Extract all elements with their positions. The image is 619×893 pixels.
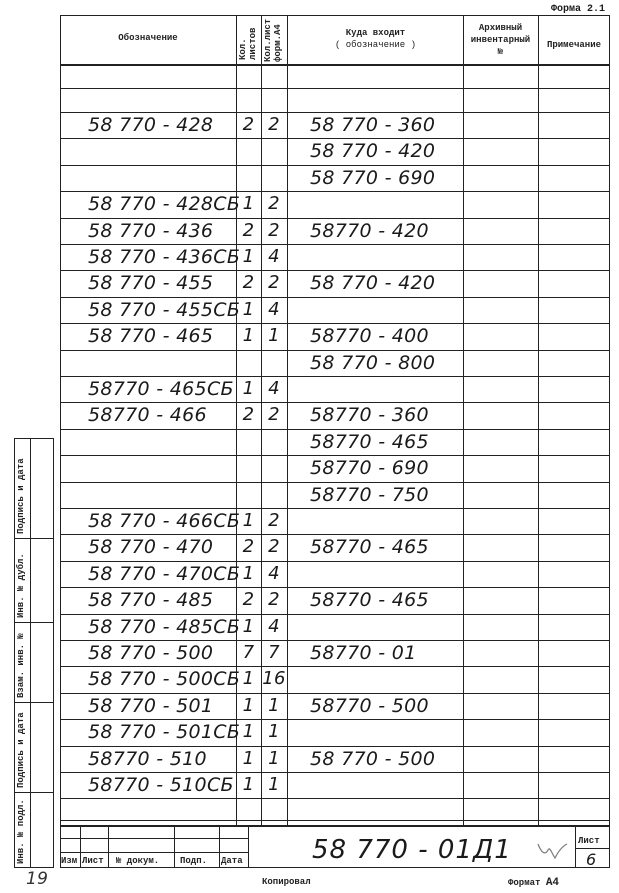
cell-where-used: 58 770 - 360 — [310, 114, 436, 136]
row-line — [60, 614, 610, 615]
cell-where-used: 58770 - 500 — [310, 694, 429, 717]
stamp-sheet-number: 6 — [586, 850, 597, 869]
stamp-doc-no: № докум. — [116, 856, 160, 866]
cell-sheets: 1 — [242, 325, 255, 347]
cell-sheets: 2 — [242, 219, 255, 241]
cell-formats: 4 — [268, 562, 280, 584]
stamp-sep-doc — [174, 825, 175, 868]
cell-formats: 1 — [268, 325, 280, 347]
cell-formats: 1 — [268, 774, 280, 795]
cell-formats: 2 — [268, 219, 280, 241]
row-line — [60, 191, 610, 192]
stamp-sep-list — [108, 825, 109, 868]
header-format-count: Кол.лист форм.А4 — [263, 18, 283, 62]
stamp-sheet-divider — [575, 848, 610, 849]
signature-mark — [535, 838, 571, 864]
row-line — [60, 350, 610, 351]
cell-formats: 4 — [268, 246, 280, 267]
cell-designation: 58 770 - 428СБ — [88, 193, 241, 216]
cell-designation: 58770 - 465СБ — [88, 378, 234, 400]
stamp-sign: Подп. — [180, 856, 208, 866]
stamp-sheet-label: Лист — [578, 836, 600, 846]
cell-where-used: 58770 - 750 — [310, 483, 429, 506]
cell-where-used: 58770 - 420 — [310, 219, 429, 242]
cell-where-used: 58770 - 465 — [310, 536, 429, 559]
row-line — [60, 772, 610, 773]
row-line — [60, 561, 610, 562]
header-where-used: Куда входит ( обозначение ) — [334, 28, 416, 50]
cell-sheets: 1 — [242, 615, 255, 637]
cell-where-used: 58 770 - 500 — [310, 747, 436, 770]
footer-copied: Копировал — [262, 877, 311, 887]
cell-where-used: 58770 - 360 — [310, 404, 429, 427]
row-line — [60, 508, 610, 509]
cell-designation: 58 770 - 455СБ — [88, 298, 241, 321]
stamp-sep-sign — [219, 825, 220, 868]
form-label: Форма 2.1 — [551, 4, 606, 15]
cell-formats: 2 — [268, 589, 280, 611]
row-line — [60, 376, 610, 377]
stamp-doc-code: 58 770 - 01Д1 — [312, 835, 512, 865]
row-line — [60, 270, 610, 271]
footer-format: Формат А4 — [508, 877, 560, 889]
cell-designation: 58 770 - 485 — [88, 589, 214, 612]
row-line — [60, 244, 610, 245]
row-line — [60, 482, 610, 483]
cell-sheets: 1 — [242, 562, 255, 584]
col-divider-4 — [463, 15, 464, 825]
row-line-top-0 — [60, 88, 610, 89]
footer-inventory-number: 19 — [26, 869, 49, 889]
cell-where-used: 58770 - 400 — [310, 325, 429, 348]
row-line — [60, 429, 610, 430]
cell-designation: 58 770 - 465 — [88, 325, 214, 348]
header-note: Примечание — [546, 40, 601, 50]
row-line — [60, 587, 610, 588]
cell-formats: 4 — [268, 615, 280, 637]
side-strip-separator — [14, 702, 54, 703]
cell-sheets: 1 — [242, 774, 255, 795]
side-strip-separator — [14, 538, 54, 539]
header-sheet-count: Кол. листов — [238, 27, 258, 60]
row-line — [60, 218, 610, 219]
cell-sheets: 2 — [242, 404, 255, 426]
row-line — [60, 402, 610, 403]
cell-formats: 7 — [268, 642, 280, 663]
cell-formats: 2 — [268, 114, 280, 135]
row-line — [60, 165, 610, 166]
row-line — [60, 640, 610, 641]
row-line — [60, 719, 610, 720]
cell-designation: 58 770 - 436СБ — [88, 246, 241, 268]
cell-designation: 58 770 - 466СБ — [88, 510, 241, 532]
row-line — [60, 297, 610, 298]
row-line — [60, 455, 610, 456]
row-line — [60, 323, 610, 324]
cell-where-used: 58770 - 01 — [310, 642, 417, 664]
row-line — [60, 534, 610, 535]
row-line — [60, 666, 610, 667]
cell-designation: 58 770 - 500 — [88, 642, 214, 664]
cell-designation: 58770 - 510 — [88, 747, 207, 770]
cell-sheets: 2 — [242, 536, 255, 558]
cell-sheets: 1 — [242, 721, 255, 743]
cell-designation: 58 770 - 455 — [88, 272, 214, 295]
side-strip-separator — [14, 792, 54, 793]
stamp-sep-date — [248, 825, 249, 868]
cell-designation: 58 770 - 428 — [88, 114, 214, 136]
cell-sheets: 1 — [242, 298, 255, 320]
stamp-sep-sheet — [575, 825, 576, 868]
stamp-top-line — [60, 825, 610, 827]
cell-formats: 2 — [268, 272, 280, 294]
cell-formats: 2 — [268, 193, 280, 215]
row-line — [60, 798, 610, 799]
side-label: Инв. № дубл. — [16, 553, 26, 618]
cell-sheets: 2 — [242, 114, 255, 135]
side-strip-divider — [30, 438, 31, 868]
cell-designation: 58 770 - 501СБ — [88, 721, 241, 744]
cell-designation: 58770 - 466 — [88, 404, 207, 427]
side-label: Инв. № подл. — [16, 799, 26, 864]
cell-formats: 2 — [268, 510, 280, 531]
cell-designation: 58 770 - 485СБ — [88, 615, 241, 638]
cell-formats: 4 — [268, 378, 280, 399]
cell-sheets: 1 — [242, 378, 255, 399]
cell-sheets: 2 — [242, 272, 255, 294]
cell-sheets: 2 — [242, 589, 255, 611]
cell-designation: 58770 - 510СБ — [88, 774, 234, 796]
cell-formats: 2 — [268, 536, 280, 558]
cell-where-used: 58 770 - 690 — [310, 166, 436, 189]
cell-where-used: 58770 - 465 — [310, 430, 429, 453]
col-divider-3 — [287, 15, 288, 825]
cell-where-used: 58 770 - 420 — [310, 272, 436, 295]
row-line-top-1 — [60, 112, 610, 113]
cell-where-used: 58770 - 465 — [310, 589, 429, 612]
cell-sheets: 1 — [242, 694, 255, 716]
cell-designation: 58 770 - 500СБ — [88, 668, 241, 691]
cell-where-used: 58770 - 690 — [310, 457, 429, 480]
row-line — [60, 746, 610, 747]
cell-sheets: 1 — [242, 747, 255, 769]
row-line — [60, 138, 610, 139]
cell-sheets: 1 — [242, 193, 255, 215]
header-divider — [60, 64, 610, 66]
cell-formats: 4 — [268, 298, 280, 320]
cell-formats: 1 — [268, 721, 280, 743]
side-label: Взам. инв. № — [16, 633, 26, 698]
cell-where-used: 58 770 - 420 — [310, 140, 436, 163]
cell-formats: 1 — [268, 747, 280, 769]
col-divider-5 — [538, 15, 539, 825]
row-line-bottom-0 — [60, 820, 610, 821]
cell-sheets: 1 — [242, 246, 255, 267]
cell-sheets: 1 — [242, 510, 255, 531]
cell-designation: 58 770 - 470 — [88, 536, 214, 559]
cell-formats: 1 — [268, 694, 280, 716]
stamp-sep-izm — [80, 825, 81, 868]
stamp-izm: Изм — [61, 856, 78, 866]
stamp-list: Лист — [82, 856, 104, 866]
cell-where-used: 58 770 - 800 — [310, 351, 436, 374]
header-designation: Обозначение — [118, 33, 178, 43]
row-line — [60, 693, 610, 694]
side-label: Подпись и дата — [16, 712, 26, 788]
cell-designation: 58 770 - 436 — [88, 219, 214, 242]
stamp-date: Дата — [221, 856, 243, 866]
cell-designation: 58 770 - 470СБ — [88, 562, 241, 585]
cell-sheets: 1 — [242, 668, 255, 690]
cell-formats: 2 — [268, 404, 280, 426]
header-archive: Архивный инвентарный № — [470, 23, 531, 57]
cell-designation: 58 770 - 501 — [88, 694, 214, 717]
side-label: Подпись и дата — [16, 458, 26, 534]
side-strip-separator — [14, 622, 54, 623]
cell-formats: 16 — [262, 668, 286, 690]
cell-sheets: 7 — [242, 642, 255, 663]
